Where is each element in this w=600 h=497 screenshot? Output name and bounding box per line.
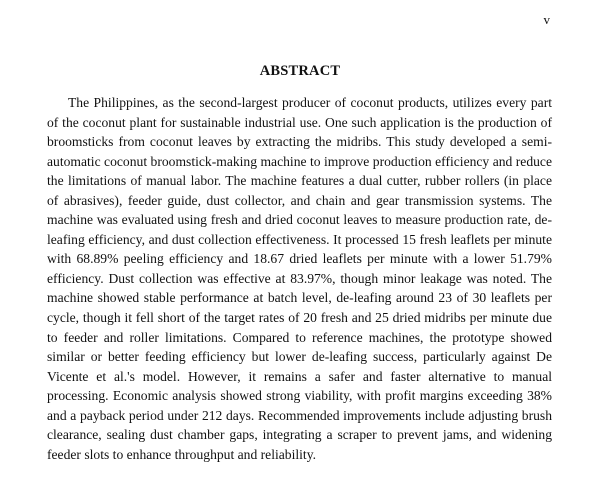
page-number: v bbox=[543, 12, 550, 27]
abstract-body: The Philippines, as the second-largest producer of coconut products, utilizes every part of the coconut plant for sustainable industrial use. One such application is the production of broomsticks from coconut leaves by extracting the midribs. This study developed a semi-automatic coconut broomstick-making machine to improve production efficiency and reduce the limitations of manual labor. The machine features a dual cutter, rubber rollers (in place of abrasives), feeder guide, dust collector, and chain and gear transmission systems. The machine was evaluated using fresh and dried coconut leaves to measure production rate, de-leafing efficiency, and dust collection effectiveness. It processed 15 fresh leaflets per minute with 68.89% peeling efficiency and 18.67 dried leaflets per minute with a lower 51.79% efficiency. Dust collection was effective at 83.97%, though minor leakage was noted. The machine showed stable performance at batch level, de-leafing around 23 of 30 leaflets per cycle, though it fell short of the target rates of 20 fresh and 25 dried midribs per minute due to feeder and roller limitations. Compared to reference machines, the prototype showed similar or better feeding efficiency but lower de-leafing success, particularly against De Vicente et al.'s model. However, it remains a safer and faster alternative to manual processing. Economic analysis showed strong viability, with profit margins exceeding 38% and a payback period under 212 days. Recommended improvements include adjusting brush clearance, sealing dust chamber gaps, integrating a scraper to prevent jams, and widening feeder slots to enhance throughput and reliability. bbox=[47, 95, 552, 462]
abstract-heading: ABSTRACT bbox=[259, 63, 341, 79]
